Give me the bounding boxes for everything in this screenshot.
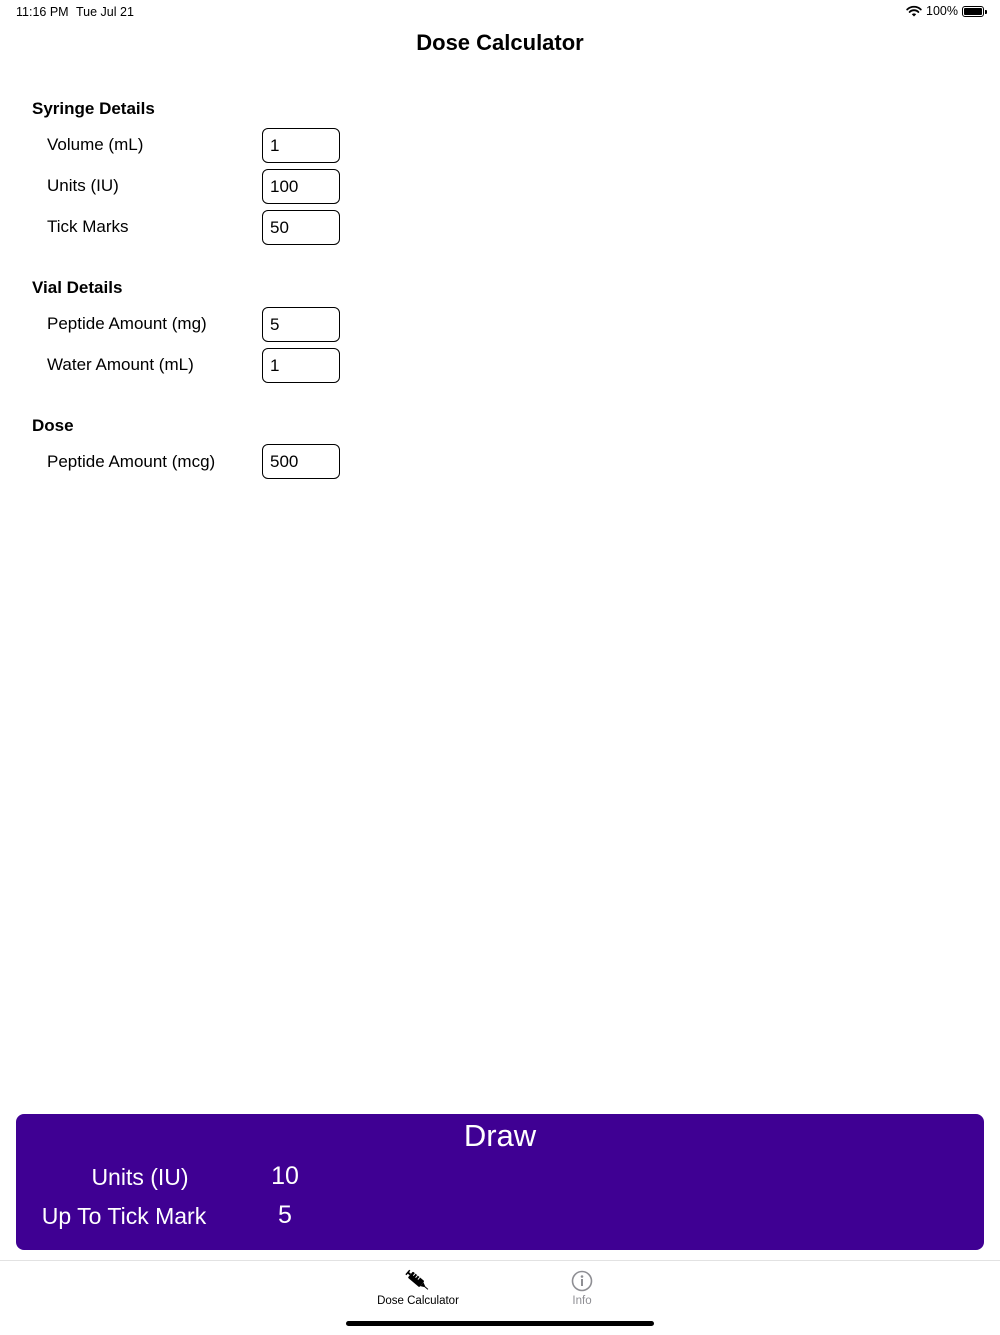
water-amount-label: Water Amount (mL) — [47, 355, 194, 374]
syringe-details-header: Syringe Details — [32, 99, 155, 118]
tick-marks-label: Tick Marks — [47, 217, 129, 236]
tab-info[interactable] — [522, 1269, 642, 1307]
info-icon — [570, 1269, 594, 1293]
units-label: Units (IU) — [47, 176, 119, 195]
dose-peptide-label: Peptide Amount (mcg) — [47, 452, 216, 471]
vial-peptide-label: Peptide Amount (mg) — [47, 314, 207, 333]
water-amount-field[interactable] — [262, 348, 340, 383]
vial-peptide-field[interactable] — [262, 307, 340, 342]
syringe-icon — [405, 1269, 431, 1293]
tab-dose-calculator[interactable] — [358, 1269, 478, 1307]
battery-percent: 100% — [926, 4, 958, 18]
status-date: Tue Jul 21 — [76, 5, 134, 19]
draw-units-label: Units (IU) — [91, 1164, 189, 1190]
draw-tick-value: 5 — [278, 1201, 292, 1229]
tab-dose-calculator-label: Dose Calculator — [377, 1295, 459, 1307]
draw-tick-label: Up To Tick Mark — [41, 1203, 207, 1229]
draw-units-value: 10 — [271, 1162, 299, 1190]
home-indicator[interactable] — [346, 1321, 654, 1326]
tab-info-label: Info — [572, 1295, 592, 1307]
dose-peptide-field[interactable] — [262, 444, 340, 479]
status-time: 11:16 PM — [16, 5, 69, 19]
status-bar — [0, 0, 1000, 24]
wifi-icon — [906, 5, 922, 17]
tick-marks-field[interactable] — [262, 210, 340, 245]
units-field[interactable] — [262, 169, 340, 204]
draw-result-panel — [16, 1114, 984, 1250]
battery-icon — [962, 6, 984, 17]
volume-field[interactable] — [262, 128, 340, 163]
page-title: Dose Calculator — [416, 30, 584, 55]
dose-header: Dose — [32, 416, 74, 435]
status-right — [906, 4, 984, 18]
draw-title: Draw — [463, 1118, 537, 1153]
vial-details-header: Vial Details — [32, 278, 123, 297]
volume-label: Volume (mL) — [47, 135, 144, 154]
